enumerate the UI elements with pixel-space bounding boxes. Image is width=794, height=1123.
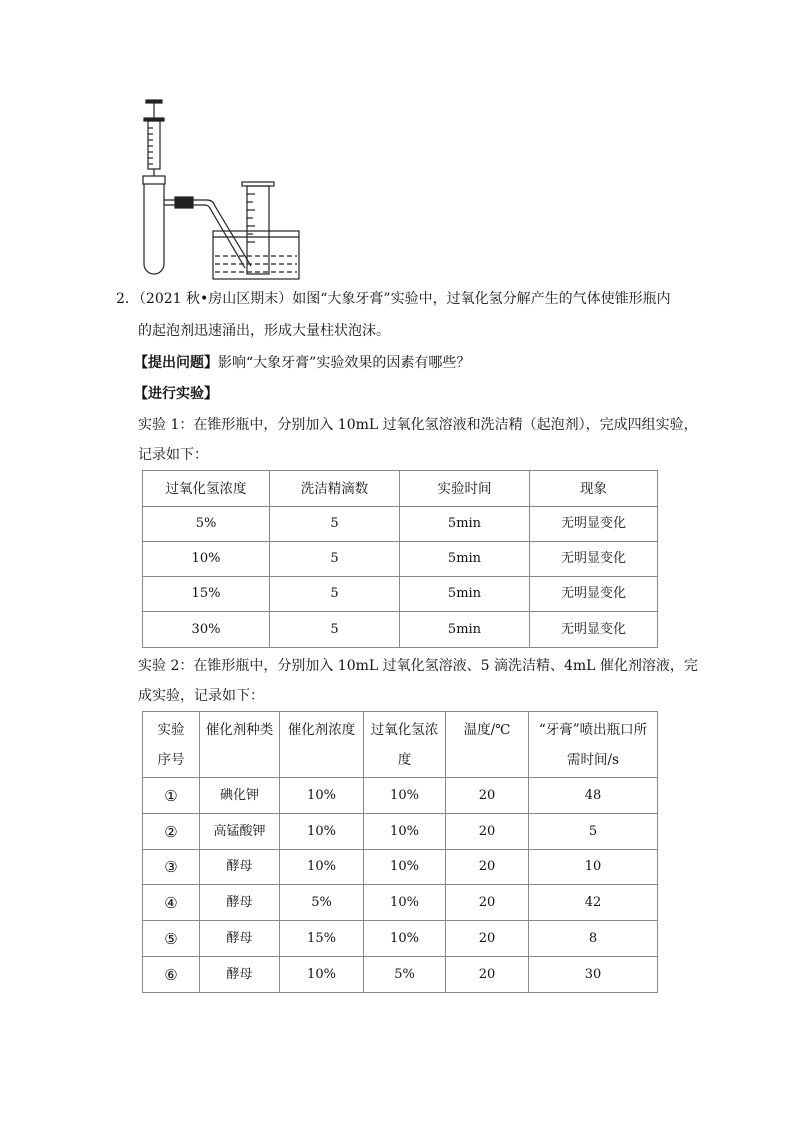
- table1-row: [143, 507, 658, 542]
- table2-cell: 10%: [280, 957, 364, 993]
- table2-cell: 酵母: [200, 850, 280, 885]
- question-source: （2021 秋•房山区期末）: [138, 291, 293, 307]
- table1-cell: 无明显变化: [530, 542, 658, 577]
- table2-row: [143, 814, 658, 850]
- table2-cell: ③: [143, 850, 200, 885]
- problem-line: [134, 354, 470, 372]
- table2-cell: 20: [446, 778, 529, 814]
- table2-cell: ⑤: [143, 921, 200, 957]
- table1-cell: 无明显变化: [530, 577, 658, 612]
- table2-cell: 42: [529, 885, 658, 921]
- apparatus-figure: [135, 96, 305, 282]
- table2-row: [143, 921, 658, 957]
- question-line-2: 的起泡剂迅速涌出，形成大量柱状泡沫。: [138, 323, 390, 339]
- table1-cell: 5min: [400, 507, 530, 542]
- table2-cell: 高锰酸钾: [200, 814, 280, 850]
- table2-cell: 20: [446, 814, 529, 850]
- table2-cell: 10%: [364, 814, 446, 850]
- table1-row: [143, 612, 658, 648]
- table1-header: 洗洁精滴数: [270, 471, 400, 507]
- table1-cell: 5min: [400, 577, 530, 612]
- exp1-line-1: 实验 1：在锥形瓶中，分别加入 10mL 过氧化氢溶液和洗洁精（起泡剂），完成四组实验，: [138, 417, 698, 433]
- cylinder-rim: [242, 182, 274, 186]
- table-experiment-2: [142, 711, 658, 993]
- table2-cell: 10: [529, 850, 658, 885]
- table2-cell: 15%: [280, 921, 364, 957]
- table2-cell: 20: [446, 885, 529, 921]
- experiment-heading: 【进行实验】: [134, 386, 218, 402]
- exp2-line-2: 成实验，记录如下：: [138, 688, 264, 704]
- table1-header: 过氧化氢浓度: [143, 471, 270, 507]
- table-experiment-1: [142, 470, 658, 648]
- table1-header: 实验时间: [400, 471, 530, 507]
- table1-cell: 5: [270, 542, 400, 577]
- table2-cell: 酵母: [200, 885, 280, 921]
- table2-cell: 酵母: [200, 957, 280, 993]
- exp1-line-2: 记录如下：: [138, 447, 208, 463]
- table1-cell: 30%: [143, 612, 270, 648]
- table1-cell: 15%: [143, 577, 270, 612]
- table2-cell: 碘化钾: [200, 778, 280, 814]
- table2-header: 实验序号: [143, 712, 200, 778]
- table1-cell: 无明显变化: [530, 507, 658, 542]
- table2-cell: 48: [529, 778, 658, 814]
- table2-cell: 20: [446, 850, 529, 885]
- problem-text: 影响“大象牙膏”实验效果的因素有哪些？: [218, 355, 471, 371]
- table2-cell: 10%: [280, 814, 364, 850]
- table1-header: 现象: [530, 471, 658, 507]
- table2-cell: 5%: [364, 957, 446, 993]
- table2-cell: ⑥: [143, 957, 200, 993]
- table2-cell: 10%: [364, 921, 446, 957]
- table2-cell: ④: [143, 885, 200, 921]
- table2-row: [143, 850, 658, 885]
- table1-header-row: [143, 471, 658, 507]
- table1-cell: 5: [270, 507, 400, 542]
- table2-header-row: [143, 712, 658, 778]
- table2-cell: ①: [143, 778, 200, 814]
- table2-row: [143, 778, 658, 814]
- table1-cell: 5min: [400, 612, 530, 648]
- table1-cell: 5: [270, 612, 400, 648]
- table2-header: 催化剂种类: [200, 712, 280, 778]
- table2-row: [143, 957, 658, 993]
- syringe-plunger-cap: [146, 100, 162, 103]
- table2-header: 催化剂浓度: [280, 712, 364, 778]
- table2-cell: 10%: [364, 850, 446, 885]
- table2-cell: 10%: [280, 850, 364, 885]
- table1-cell: 5min: [400, 542, 530, 577]
- table2-cell: 30: [529, 957, 658, 993]
- table2-cell: 8: [529, 921, 658, 957]
- table1-row: [143, 542, 658, 577]
- stopper: [143, 176, 165, 184]
- table2-cell: 10%: [364, 778, 446, 814]
- table1-cell: 无明显变化: [530, 612, 658, 648]
- question-intro: 如图“大象牙膏”实验中，过氧化氢分解产生的气体使锥形瓶内: [292, 291, 671, 307]
- question-number: 2．: [116, 291, 139, 307]
- table2-row: [143, 885, 658, 921]
- question-line-1: [116, 290, 671, 308]
- table2-cell: 5: [529, 814, 658, 850]
- table2-cell: 20: [446, 957, 529, 993]
- exp2-line-1: 实验 2：在锥形瓶中，分别加入 10mL 过氧化氢溶液、5 滴洗洁精、4mL 催化剂溶液，完: [138, 658, 698, 674]
- table1-cell: 5: [270, 577, 400, 612]
- problem-heading: 【提出问题】: [134, 355, 218, 371]
- table2-cell: 5%: [280, 885, 364, 921]
- table2-header: 过氧化氢浓度: [364, 712, 446, 778]
- test-tube: [144, 184, 164, 274]
- table1-cell: 5%: [143, 507, 270, 542]
- table2-cell: 20: [446, 921, 529, 957]
- table1-cell: 10%: [143, 542, 270, 577]
- table2-cell: ②: [143, 814, 200, 850]
- table2-cell: 10%: [364, 885, 446, 921]
- graduated-cylinder: [247, 186, 269, 274]
- table2-header: 温度/℃: [446, 712, 529, 778]
- table2-cell: 酵母: [200, 921, 280, 957]
- table1-row: [143, 577, 658, 612]
- table2-cell: 10%: [280, 778, 364, 814]
- table2-header: “牙膏”喷出瓶口所需时间/s: [529, 712, 658, 778]
